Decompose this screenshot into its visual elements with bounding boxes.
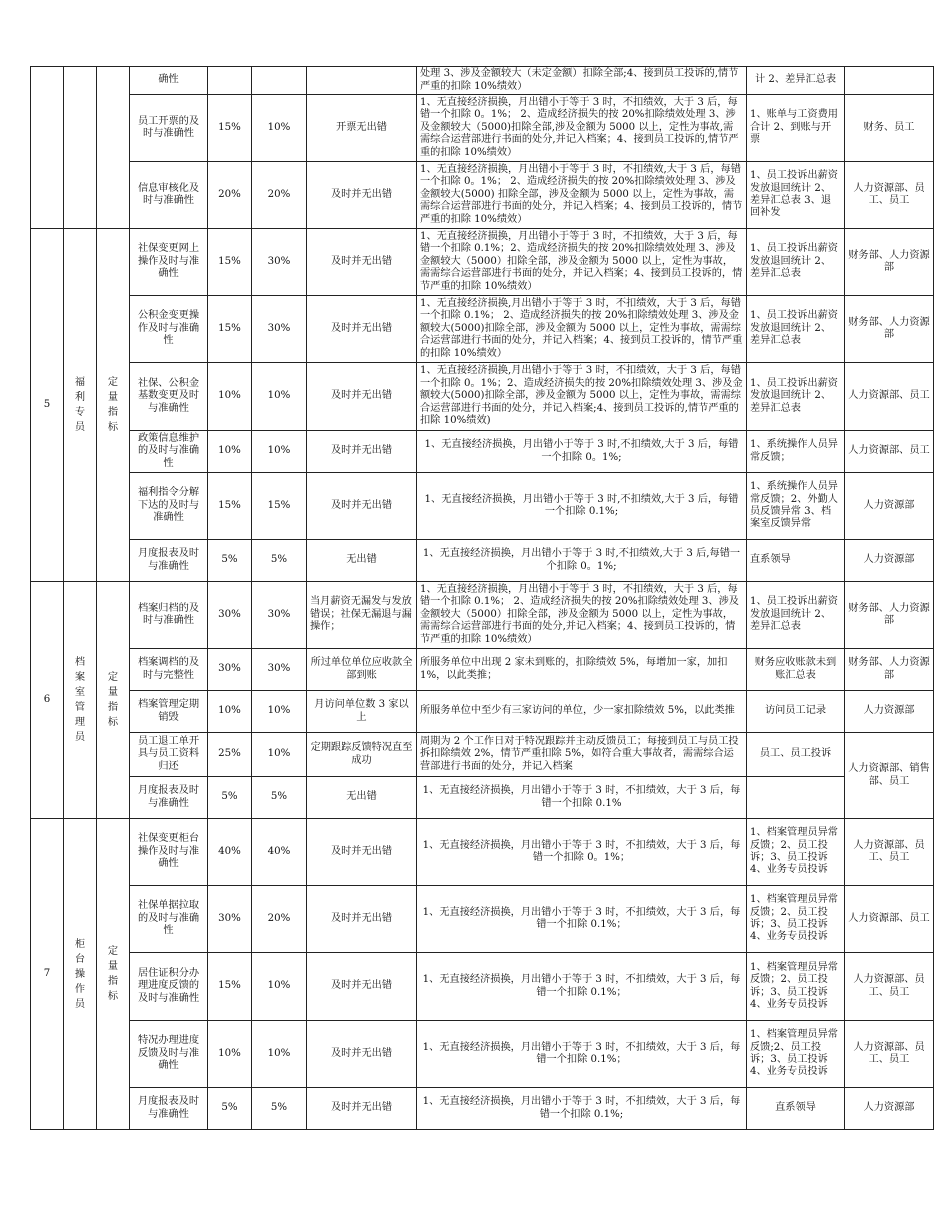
item-cell: 社保变更网上操作及时与准确性 [130, 229, 208, 296]
rule-cell: 1、无直接经济损换，月出错小于等于 3 时，不扣绩效，大于 3 后，每错一个扣除 0.1% [417, 777, 747, 819]
weight-cell: 10% [208, 1021, 252, 1088]
standard-cell: 定期跟踪反馈特况直至成功 [307, 733, 417, 777]
group-role: 福 利 专 员 [64, 229, 97, 582]
rule-cell: 所服务单位中至少有三家访问的单位，少一家扣除绩效 5%，以此类推 [417, 691, 747, 733]
rule-cell: 1、无直接经济损换,月出错小于等于 3 时，不扣绩效，大于 3 后，每错一个扣除 0。1%；2、造成经济损失的按 20%扣除绩效处理 3、涉及金额较大(5000)扣除全部，涉及金额为 5000 以上，定性为事故，需需综合运营部进行书面的处分，并记入档案;4、接到员工投诉的,情节严重的扣除 10%绩效) [417, 363, 747, 431]
weight-cell: 40% [208, 819, 252, 886]
table-row [31, 473, 934, 540]
rule-cell: 处理 3、涉及金额较大（未定金额）扣除全部;4、接到员工投诉的,情节严重的扣除 10%绩效） [417, 67, 747, 95]
item-cell: 福利指令分解下达的及时与准确性 [130, 473, 208, 540]
weight-cell: 15% [208, 95, 252, 162]
weight-cell: 20% [208, 162, 252, 229]
rule-cell: 1、无直接经济损换，月出错小于等于 3 时，不扣绩效，大于 3 后，每错一个扣除 0.1%； [417, 1021, 747, 1088]
standard-cell: 及时并无出错 [307, 162, 417, 229]
rule-cell: 1、无直接经济损换，月出错小于等于 3 时,不扣绩效,大于 3 后，每错一个扣除 0。1%; [417, 431, 747, 473]
weight-cell: 40% [252, 819, 307, 886]
item-cell: 员工退工单开具与员工资料归还 [130, 733, 208, 777]
weight-cell: 15% [208, 296, 252, 363]
source-cell: 访问员工记录 [747, 691, 845, 733]
rule-cell: 1、无直接经济损换，月出错小于等于 3 时，不扣绩效，大于 3 后，每错一个扣除 0.1%；2、造成经济损失的按 20%扣除绩效处理 3、涉及金额较大（5000）扣除全部，涉及金额为 5000 以上，定性为事故，需需综合运营部进行书面的处分，并记入档案；4、接到员工投诉的，情节严重的扣除 10%绩效） [417, 229, 747, 296]
weight-cell: 30% [252, 229, 307, 296]
source-cell: 1、系统操作人员异常反馈；2、外勤人员反馈异常 3、档案室反馈异常 [747, 473, 845, 540]
item-cell: 档案归档的及时与准确性 [130, 582, 208, 649]
source-cell: 1、档案管理员异常反馈；2、员工投诉；3、员工投诉 4、业务专员投诉 [747, 886, 845, 953]
dept-cell: 人力资源部、员工 [845, 363, 934, 431]
weight-cell: 5% [208, 540, 252, 582]
table-row [31, 582, 934, 649]
weight-cell: 5% [252, 777, 307, 819]
source-cell: 1、员工投诉出薪资发放退回统计 2、差异汇总表 [747, 229, 845, 296]
standard-cell [307, 67, 417, 95]
table-row [31, 649, 934, 691]
weight-cell: 30% [208, 582, 252, 649]
standard-cell: 及时并无出错 [307, 953, 417, 1021]
item-cell: 月度报表及时与准确性 [130, 777, 208, 819]
item-cell: 公积金变更操作及时与准确性 [130, 296, 208, 363]
source-cell: 1、档案管理员异常反馈;2、员工投诉；3、员工投诉 4、业务专员投诉 [747, 1021, 845, 1088]
dept-cell: 人力资源部 [845, 691, 934, 733]
weight-cell: 30% [252, 296, 307, 363]
group-role: 柜 台 操 作 员 [64, 819, 97, 1130]
rule-cell: 周期为 2 个工作日对于特况跟踪并主动反馈员工；每接到员工与员工投拆扣除绩效 2%，情节严重扣除 5%，如符合重大事故者，需需综合运营部进行书面的处分，并记入档案 [417, 733, 747, 777]
rule-cell: 1、无直接经济损换，月出错小于等于 3 时，不扣绩效，大于 3 后，每错一个扣除 0.1%； [417, 953, 747, 1021]
table-row [31, 1021, 934, 1088]
item-cell: 档案调档的及时与完整性 [130, 649, 208, 691]
weight-cell: 5% [252, 540, 307, 582]
dept-cell [845, 67, 934, 95]
source-cell: 1、员工投诉出薪资发放退回统计 2、差异汇总表 [747, 296, 845, 363]
item-cell: 特况办理进度反馈及时与准确性 [130, 1021, 208, 1088]
weight-cell: 30% [208, 886, 252, 953]
weight-cell: 15% [208, 953, 252, 1021]
source-cell: 财务应收账款未到账汇总表 [747, 649, 845, 691]
source-cell: 1、档案管理员异常反馈；2、员工投诉；3、员工投诉 4、业务专员投诉 [747, 953, 845, 1021]
standard-cell: 所过单位单位应收款全部到账 [307, 649, 417, 691]
weight-cell: 10% [208, 691, 252, 733]
table-row [31, 296, 934, 363]
weight-cell: 15% [208, 473, 252, 540]
weight-cell: 25% [208, 733, 252, 777]
rule-cell: 1、无直接经济损换,月出错小于等于 3 时，不扣绩效，大于 3 后，每错一个扣除 0.1%； 2、造成经济损失的按 20%扣除绩效处理 3、涉及金额较大(5000)扣除全部，涉及金额为 5000 以上，定性为事故，需需综合运营部进行书面的处分，并记入档案；4、接到员工投诉的，情节严重的扣除 10%绩效） [417, 296, 747, 363]
rule-cell: 1、无直接经济损换，月出错小于等于 3 时，不扣绩效，大于 3 后，每错一个扣除 0。1%； [417, 819, 747, 886]
weight-cell: 10% [252, 1021, 307, 1088]
rule-cell: 1、无直接经济损换，月出错小于等于 3 时,不扣绩效,大于 3 后，每错一个扣除 0.1%; [417, 473, 747, 540]
standard-cell: 当月薪资无漏发与发放错误；社保无漏退与漏操作； [307, 582, 417, 649]
group-type: 定 量 指 标 [97, 819, 130, 1130]
dept-cell: 人力资源部、员工、员工 [845, 953, 934, 1021]
item-cell: 档案管理定期销毁 [130, 691, 208, 733]
source-cell: 1、系统操作人员异常反馈； [747, 431, 845, 473]
standard-cell: 及时并无出错 [307, 819, 417, 886]
weight-cell: 10% [252, 691, 307, 733]
weight-cell: 10% [208, 431, 252, 473]
group-type: 定 量 指 标 [97, 229, 130, 582]
table-row [31, 953, 934, 1021]
standard-cell: 月访问单位数 3 家以上 [307, 691, 417, 733]
standard-cell: 及时并无出错 [307, 363, 417, 431]
item-cell: 政策信息维护的及时与准确性 [130, 431, 208, 473]
dept-cell: 人力资源部、员工、员工 [845, 819, 934, 886]
table-row [31, 95, 934, 162]
item-cell: 员工开票的及时与准确性 [130, 95, 208, 162]
dept-cell: 人力资源部、员工、员工 [845, 162, 934, 229]
weight-cell: 30% [252, 582, 307, 649]
source-cell: 1、档案管理员异常反馈；2、员工投诉；3、员工投诉 4、业务专员投诉 [747, 819, 845, 886]
weight-cell: 10% [252, 95, 307, 162]
source-cell: 直系领导 [747, 540, 845, 582]
rule-cell: 1、无直接经济损换，月出错小于等于 3 时,不扣绩效,大于 3 后,每错一个扣除 0。1%; [417, 540, 747, 582]
weight-cell: 20% [252, 162, 307, 229]
standard-cell: 无出错 [307, 777, 417, 819]
item-cell: 信息审核化及时与准确性 [130, 162, 208, 229]
dept-cell: 人力资源部 [845, 540, 934, 582]
table-row [31, 363, 934, 431]
weight-cell [252, 67, 307, 95]
standard-cell: 开票无出错 [307, 95, 417, 162]
dept-cell: 财务部、人力资源部 [845, 649, 934, 691]
item-cell: 社保变更柜台操作及时与准确性 [130, 819, 208, 886]
dept-cell: 人力资源部 [845, 473, 934, 540]
item-cell: 社保单据拉取的及时与准确性 [130, 886, 208, 953]
table-row [31, 229, 934, 296]
item-cell: 确性 [130, 67, 208, 95]
table-row [31, 691, 934, 733]
rule-cell: 1、无直接经济损换，月出错小于等于 3 时，不扣绩效,大于 3 后，每错一个扣除 0。1%； 2、造成经济损失的按 20%扣除绩效处理 3、涉及金额较大(5000) 扣除全部，涉及金额为 5000 以上，定性为事故，需需综合运营部进行书面的处分，并记入档案；4、接到员工投诉的，情节严重的扣除 10%绩效） [417, 162, 747, 229]
source-cell: 1、员工投诉出薪资发放退回统计 2、差异汇总表 3、退回补发 [747, 162, 845, 229]
weight-cell: 30% [208, 649, 252, 691]
dept-cell: 人力资源部 [845, 1088, 934, 1130]
table-row [31, 162, 934, 229]
dept-cell: 人力资源部、员工 [845, 431, 934, 473]
weight-cell: 10% [252, 431, 307, 473]
table-row [31, 777, 934, 819]
rule-cell: 1、无直接经济损换，月出错小于等于 3 时，不扣绩效，大于 3 后，每错一个扣除 0。1%； 2、造成经济损失的按 20%扣除绩效处理 3、涉及金额较大（5000)扣除全部,涉及金额为 5000 以上，定性为事故,需需综合运营部进行书面的处分,并记入档案；4、接到员工投诉的,情节严重的扣除 10%绩效） [417, 95, 747, 162]
table-row [31, 1088, 934, 1130]
weight-cell: 30% [252, 649, 307, 691]
group-number: 5 [31, 229, 64, 582]
source-cell: 计 2、差异汇总表 [747, 67, 845, 95]
table-row [31, 540, 934, 582]
weight-cell: 20% [252, 886, 307, 953]
group-role: 档 案 室 管 理 员 [64, 582, 97, 819]
weight-cell: 10% [252, 733, 307, 777]
standard-cell: 及时并无出错 [307, 886, 417, 953]
standard-cell: 无出错 [307, 540, 417, 582]
standard-cell: 及时并无出错 [307, 229, 417, 296]
group-type: 定 量 指 标 [97, 582, 130, 819]
source-cell: 1、员工投诉出薪资发放退回统计 2、差异汇总表 [747, 582, 845, 649]
item-cell: 月度报表及时与准确性 [130, 1088, 208, 1130]
weight-cell: 10% [252, 953, 307, 1021]
dept-cell: 财务部、人力资源部 [845, 582, 934, 649]
table-row [31, 431, 934, 473]
dept-cell: 财务、员工 [845, 95, 934, 162]
standard-cell: 及时并无出错 [307, 1088, 417, 1130]
weight-cell: 5% [208, 1088, 252, 1130]
dept-cell: 人力资源部、员工、员工 [845, 1021, 934, 1088]
source-cell: 1、员工投诉出薪资发放退回统计 2、差异汇总表 [747, 363, 845, 431]
weight-cell: 5% [208, 777, 252, 819]
table-row [31, 733, 934, 777]
table-row [31, 819, 934, 886]
group-number: 7 [31, 819, 64, 1130]
rule-cell: 所服务单位中出现 2 家未到账的，扣除绩效 5%，每增加一家，加扣 1%，以此类推； [417, 649, 747, 691]
kpi-table [30, 66, 934, 1130]
item-cell: 居住证积分办理进度反馈的及时与准确性 [130, 953, 208, 1021]
source-cell: 直系领导 [747, 1088, 845, 1130]
dept-cell: 人力资源部、员工 [845, 886, 934, 953]
source-cell: 1、账单与工资费用合计 2、到账与开票 [747, 95, 845, 162]
item-cell: 月度报表及时与准确性 [130, 540, 208, 582]
rule-cell: 1、无直接经济损换，月出错小于等于 3 时，不扣绩效，大于 3 后，每错一个扣除 0.1%； [417, 886, 747, 953]
standard-cell: 及时并无出错 [307, 473, 417, 540]
weight-cell: 15% [208, 229, 252, 296]
weight-cell [208, 67, 252, 95]
source-cell [747, 777, 845, 819]
weight-cell: 10% [208, 363, 252, 431]
standard-cell: 及时并无出错 [307, 1021, 417, 1088]
dept-cell: 人力资源部、销售部、员工 [845, 733, 934, 819]
dept-cell: 财务部、人力资源部 [845, 229, 934, 296]
table-row [31, 67, 934, 95]
rule-cell: 1、无直接经济损换，月出错小于等于 3 时，不扣绩效，大于 3 后，每错一个扣除 0.1%; [417, 1088, 747, 1130]
weight-cell: 15% [252, 473, 307, 540]
weight-cell: 10% [252, 363, 307, 431]
dept-cell: 财务部、人力资源部 [845, 296, 934, 363]
rule-cell: 1、无直接经济损换，月出错小于等于 3 时，不扣绩效，大于 3 后，每错一个扣除 0.1%； 2、造成经济损失的按 20%扣除绩效处理 3、涉及金额较大（5000）扣除全部，涉及金额为 5000 以上，定性为事故，需需综合运营部进行书面的处分,并记入档案；4、接到员工投诉的，情节严重的扣除 10%绩效） [417, 582, 747, 649]
group-number: 6 [31, 582, 64, 819]
weight-cell: 5% [252, 1088, 307, 1130]
standard-cell: 及时并无出错 [307, 431, 417, 473]
item-cell: 社保、公积金基数变更及时与准确性 [130, 363, 208, 431]
table-row [31, 886, 934, 953]
source-cell: 员工、员工投诉 [747, 733, 845, 777]
standard-cell: 及时并无出错 [307, 296, 417, 363]
